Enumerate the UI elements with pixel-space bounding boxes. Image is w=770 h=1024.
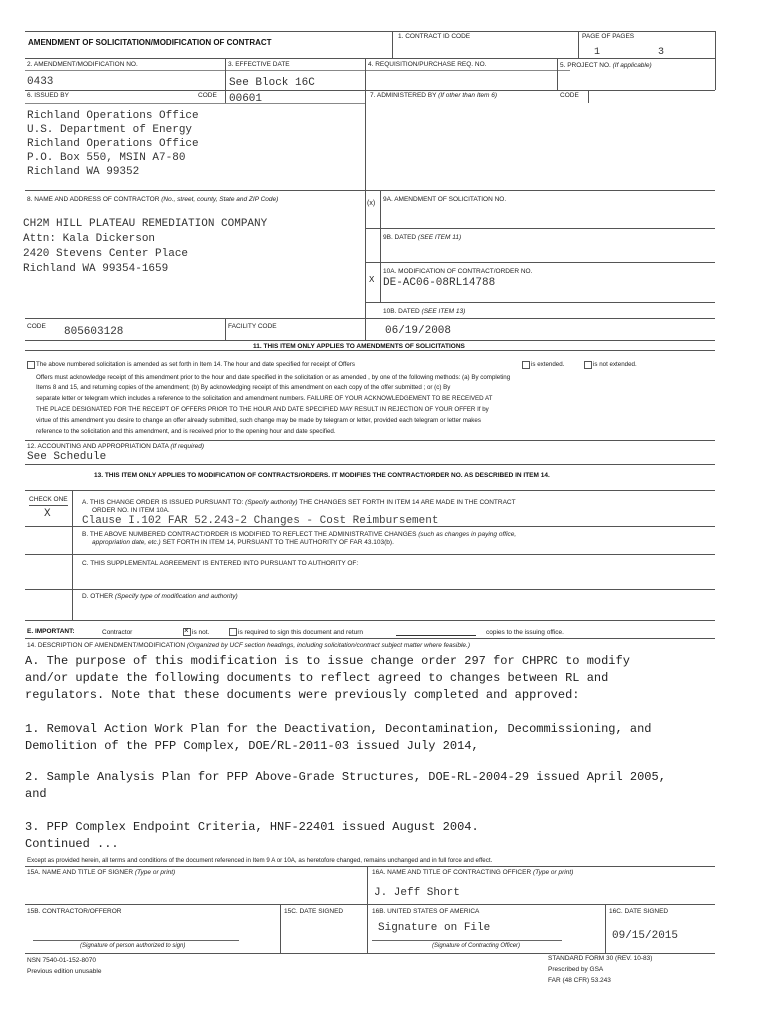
description-continued: Continued ... bbox=[25, 837, 119, 851]
copies-blank[interactable] bbox=[396, 635, 476, 636]
item11-line: separate letter or telegram which includes a reference to the solicitation and amendment numbers. FAILURE OF YOUR ACKNOWLEDGEMENT TO BE RECEIVED AT bbox=[36, 395, 493, 402]
item11-line: reference to the solicitation and this amendment, and is received prior to the opening hour and date specified. bbox=[36, 428, 336, 435]
sig-officer-label: (Signature of Contracting Officer) bbox=[432, 943, 521, 949]
item11-line: Items 8 and 15, and returning copies of the amendment; (b) By acknowledging receipt of this amendment on each copy of the offer submitted ; or (c) By bbox=[36, 384, 451, 391]
amendment-no-label: 2. AMENDMENT/MODIFICATION NO. bbox=[27, 61, 138, 68]
signature-line-contractor[interactable] bbox=[33, 940, 239, 941]
important-contractor: Contractor bbox=[102, 629, 133, 636]
far-label: FAR (48 CFR) 53.243 bbox=[548, 977, 611, 984]
contractor-line: CH2M HILL PLATEAU REMEDIATION COMPANY bbox=[23, 218, 268, 230]
effective-date-value: See Block 16C bbox=[229, 77, 315, 89]
page-count: 3 bbox=[658, 47, 665, 58]
form-title: AMENDMENT OF SOLICITATION/MODIFICATION OF CONTRACT bbox=[28, 38, 272, 47]
description-line: 1. Removal Action Work Plan for the Deactivation, Decontamination, Decommissioning, and bbox=[25, 722, 652, 736]
extended-label: is extended. bbox=[531, 361, 565, 368]
modification-10a-value: DE-AC06-08RL14788 bbox=[383, 277, 496, 289]
issued-line: Richland Operations Office bbox=[27, 138, 199, 150]
officer-name: J. Jeff Short bbox=[374, 887, 460, 899]
description-line: and/or update the following documents to reflect agreed to changes between RL and bbox=[25, 671, 609, 685]
item11-line: Offers must acknowledge receipt of this amendment prior to the hour and date specified in the solicitation or as amended , by one of the following methods: (a) By completing bbox=[36, 374, 511, 381]
contractor-code-label: CODE bbox=[27, 323, 46, 330]
issued-line: Richland WA 99352 bbox=[27, 166, 140, 178]
signature-line-officer[interactable] bbox=[372, 940, 562, 941]
date-signed-15c-label: 15C. DATE SIGNED bbox=[284, 908, 344, 915]
check-a-mark[interactable]: X bbox=[44, 508, 51, 520]
description-line: 3. PFP Complex Endpoint Criteria, HNF-22401 issued August 2004. bbox=[25, 820, 479, 834]
issued-code-label: CODE bbox=[198, 92, 217, 99]
signer-label: 15A. NAME AND TITLE OF SIGNER (Type or print) bbox=[27, 869, 176, 876]
is-not-check-mark: × bbox=[184, 626, 189, 635]
dated-10b-label: 10B. DATED (SEE ITEM 13) bbox=[383, 308, 466, 315]
x-mark-9a: (x) bbox=[367, 200, 376, 207]
contractor-offeror-label: 15B. CONTRACTOR/OFFEROR bbox=[27, 908, 122, 915]
administered-code-label: CODE bbox=[560, 92, 579, 99]
usa-label: 16B. UNITED STATES OF AMERICA bbox=[372, 908, 480, 915]
issued-line: Richland Operations Office bbox=[27, 110, 199, 122]
description-line: 2. Sample Analysis Plan for PFP Above-Grade Structures, DOE-RL-2004-29 issued April 2005, bbox=[25, 770, 666, 784]
modification-10a-label: 10A. MODIFICATION OF CONTRACT/ORDER NO. bbox=[383, 268, 533, 275]
contractor-line: Attn: Kala Dickerson bbox=[23, 233, 156, 245]
previous-edition-label: Previous edition unusable bbox=[27, 968, 102, 975]
signature-on-file: Signature on File bbox=[378, 922, 491, 934]
not-extended-checkbox[interactable] bbox=[584, 361, 592, 369]
except-line: Except as provided herein, all terms and conditions of the document referenced in Item 9 A or 10A, as heretofore changed, remains unchanged and in full force and effect. bbox=[27, 857, 493, 864]
item11-line: virtue of this amendment you desire to change an offer already submitted, such change may be made by telegram or letter, provided each telegram or letter makes bbox=[36, 417, 481, 424]
issued-code-value: 00601 bbox=[229, 93, 263, 105]
item13c-line: C. THIS SUPPLEMENTAL AGREEMENT IS ENTERED INTO PURSUANT TO AUTHORITY OF: bbox=[82, 560, 359, 567]
item13d-line: D. OTHER (Specify type of modification and authority) bbox=[82, 593, 238, 600]
contractor-line: 2420 Stevens Center Place bbox=[23, 248, 189, 260]
item13b-line1: B. THE ABOVE NUMBERED CONTRACT/ORDER IS MODIFIED TO REFLECT THE ADMINISTRATIVE CHANGES (such as changes in paying office, bbox=[82, 531, 517, 538]
accounting-label: 12. ACCOUNTING AND APPROPRIATION DATA (If required) bbox=[27, 443, 205, 450]
date-signed-16c-label: 16C. DATE SIGNED bbox=[609, 908, 669, 915]
nsn-label: NSN 7540-01-152-8070 bbox=[27, 957, 97, 964]
amendment-9a-label: 9A. AMENDMENT OF SOLICITATION NO. bbox=[383, 196, 507, 203]
project-no-label: 5. PROJECT NO. (If applicable) bbox=[560, 62, 652, 69]
contractor-code-value: 805603128 bbox=[64, 326, 124, 338]
item11-line: THE PLACE DESIGNATED FOR THE RECEIPT OF OFFERS PRIOR TO THE HOUR AND DATE SPECIFIED MAY RESULT IN REJECTION OF YOUR OFFER If by bbox=[36, 406, 489, 413]
officer-label: 16A. NAME AND TITLE OF CONTRACTING OFFICER (Type or print) bbox=[372, 869, 574, 876]
item13a-line1: A. THIS CHANGE ORDER IS ISSUED PURSUANT TO: (Specify authority) THE CHANGES SET FORTH IN ITEM 14 ARE MADE IN THE CONTRACT bbox=[82, 499, 516, 506]
issued-by-label: 6. ISSUED BY bbox=[27, 92, 69, 99]
accounting-value: See Schedule bbox=[27, 451, 107, 463]
item11-title: 11. THIS ITEM ONLY APPLIES TO AMENDMENTS OF SOLICITATIONS bbox=[253, 343, 465, 350]
page-of-pages-label: PAGE OF PAGES bbox=[582, 33, 635, 40]
administered-by-label: 7. ADMINISTERED BY (If other than Item 6) bbox=[370, 92, 498, 99]
not-extended-label: is not extended. bbox=[593, 361, 637, 368]
dated-10b-value: 06/19/2008 bbox=[385, 325, 452, 337]
facility-code-label: FACILITY CODE bbox=[228, 323, 277, 330]
page-number: 1 bbox=[594, 47, 601, 58]
extended-checkbox[interactable] bbox=[522, 361, 530, 369]
item13a-line2: ORDER NO. IN ITEM 10A. bbox=[92, 507, 170, 514]
item13-title: 13. THIS ITEM ONLY APPLIES TO MODIFICATION OF CONTRACTS/ORDERS. IT MODIFIES THE CONTRACT/ORDER NO. AS DESCRIBED IN ITEM 14. bbox=[94, 472, 550, 479]
item13a-authority: Clause I.102 FAR 52.243-2 Changes - Cost Reimbursement bbox=[82, 515, 439, 527]
standard-form-label: STANDARD FORM 30 (REV. 10-83) bbox=[548, 955, 653, 962]
important-label: E. IMPORTANT: bbox=[27, 628, 75, 635]
amendment-no-value: 0433 bbox=[27, 76, 54, 88]
copies-label: copies to the issuing office. bbox=[486, 629, 564, 636]
x-mark-10a: X bbox=[369, 275, 375, 284]
item13b-line2: appropriation date, etc.) SET FORTH IN ITEM 14, PURSUANT TO THE AUTHORITY OF FAR 43.103(b). bbox=[92, 539, 394, 546]
requisition-label: 4. REQUISITION/PURCHASE REQ. NO. bbox=[368, 61, 487, 68]
prescribed-label: Prescribed by GSA bbox=[548, 966, 604, 973]
description-line: A. The purpose of this modification is to issue change order 297 for CHPRC to modify bbox=[25, 654, 630, 668]
description-line: and bbox=[25, 787, 47, 801]
issued-line: P.O. Box 550, MSIN A7-80 bbox=[27, 152, 186, 164]
is-required-label: is required to sign this document and return bbox=[238, 629, 364, 636]
description-line: Demolition of the PFP Complex, DOE/RL-2011-03 issued July 2014, bbox=[25, 739, 479, 753]
item11-checkbox[interactable] bbox=[27, 361, 35, 369]
is-required-checkbox[interactable] bbox=[229, 628, 237, 636]
contract-id-label: 1. CONTRACT ID CODE bbox=[398, 33, 471, 40]
dated-9b-label: 9B. DATED (SEE ITEM 11) bbox=[383, 234, 462, 241]
sig-person-label: (Signature of person authorized to sign) bbox=[80, 943, 186, 949]
contractor-line: Richland WA 99354-1659 bbox=[23, 263, 169, 275]
date-16c-value: 09/15/2015 bbox=[612, 930, 679, 942]
check-one-label: CHECK ONE bbox=[29, 496, 68, 506]
issued-line: U.S. Department of Energy bbox=[27, 124, 193, 136]
description-label: 14. DESCRIPTION OF AMENDMENT/MODIFICATION (Organized by UCF section headings, including solicitation/contract subject matter where feasible.) bbox=[27, 642, 471, 649]
description-line: regulators. Note that these documents were previously completed and approved: bbox=[25, 688, 580, 702]
is-not-label: is not. bbox=[192, 629, 210, 636]
effective-date-label: 3. EFFECTIVE DATE bbox=[228, 61, 290, 68]
item11-line1: The above numbered solicitation is amended as set forth in Item 14. The hour and date specified for receipt of Offers bbox=[36, 361, 355, 368]
contractor-label: 8. NAME AND ADDRESS OF CONTRACTOR (No., street, county, State and ZIP Code) bbox=[27, 196, 279, 203]
